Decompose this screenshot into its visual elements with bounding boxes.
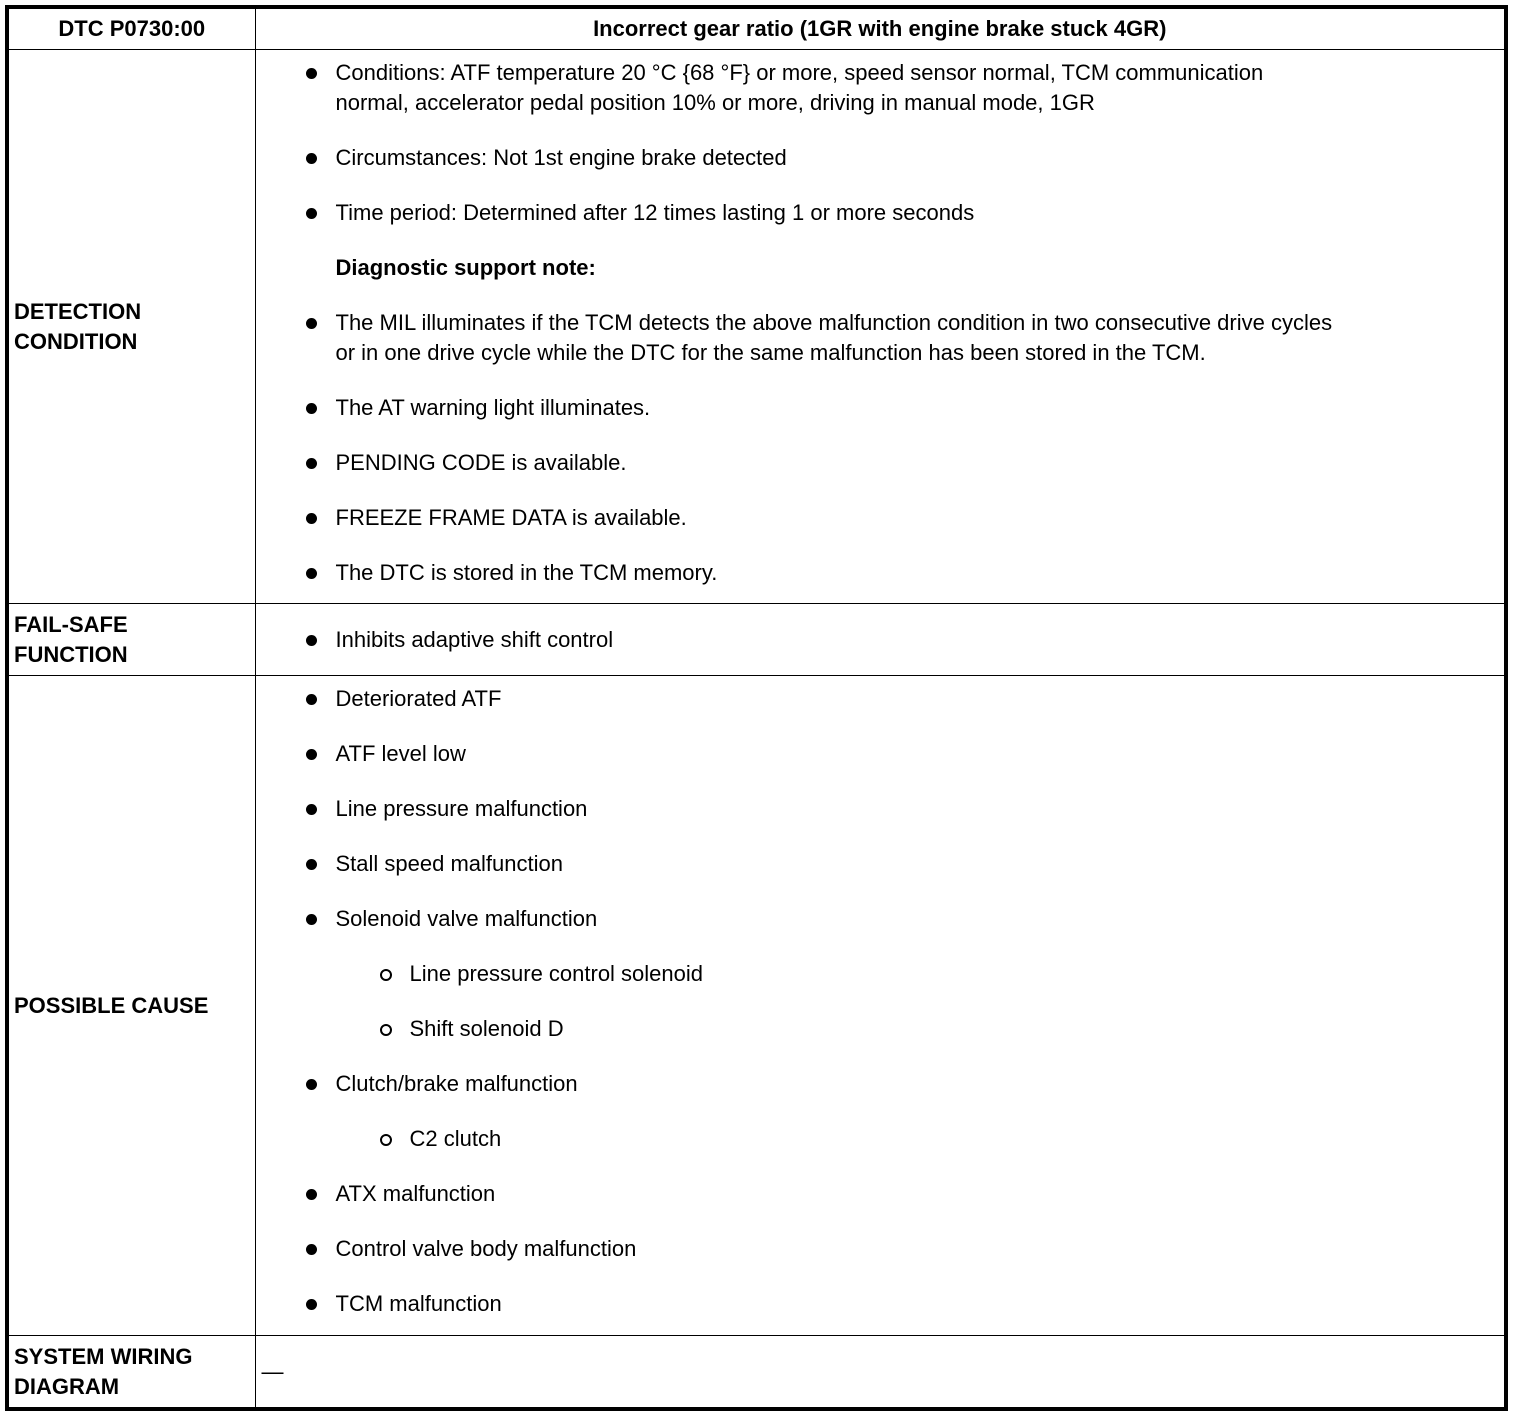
detection-list <box>255 50 1506 604</box>
list-item <box>256 308 1505 368</box>
list-item <box>256 558 1505 588</box>
dtc-code: DTC P0730:00 <box>7 7 255 50</box>
list-item <box>256 739 1505 769</box>
note-heading <box>256 253 1505 283</box>
item-text: C2 clutch <box>409 1126 502 1151</box>
item-text: Shift solenoid D <box>409 1016 564 1041</box>
item-text: PENDING CODE is available. <box>335 450 627 475</box>
dtc-table <box>5 5 1508 1411</box>
item-text: The AT warning light illuminates. <box>335 395 651 420</box>
item-text: Deteriorated ATF <box>335 686 502 711</box>
header-row <box>7 7 1506 50</box>
bullet-icon <box>306 403 317 414</box>
item-text: The MIL illuminates if the TCM detects the above malfunction condition in two consecutive drive cycles <box>335 310 1333 335</box>
item-text: The DTC is stored in the TCM memory. <box>335 560 718 585</box>
bullet-icon <box>306 458 317 469</box>
bullet-icon <box>306 694 317 705</box>
system-wiring-row <box>7 1336 1506 1410</box>
item-text: Control valve body malfunction <box>335 1236 637 1261</box>
list-item <box>256 904 1505 934</box>
item-text: Line pressure malfunction <box>335 796 588 821</box>
fail-safe-row <box>7 604 1506 676</box>
detection-condition-row <box>7 50 1506 604</box>
label-line: FUNCTION <box>14 641 128 667</box>
item-text: Conditions: ATF temperature 20 °C {68 °F} or more, speed sensor normal, TCM communication <box>335 60 1264 85</box>
item-text: TCM malfunction <box>335 1291 502 1316</box>
bullet-icon <box>306 568 317 579</box>
bullet-icon <box>306 859 317 870</box>
item-text: Time period: Determined after 12 times lasting 1 or more seconds <box>335 200 975 225</box>
label-line: FAIL-SAFE <box>14 611 128 637</box>
bullet-icon <box>306 914 317 925</box>
bullet-icon <box>306 1189 317 1200</box>
hollow-bullet-icon <box>380 1024 392 1036</box>
item-text: ATX malfunction <box>335 1181 496 1206</box>
bullet-icon <box>306 208 317 219</box>
list-item <box>256 1289 1505 1319</box>
hollow-bullet-icon <box>380 969 392 981</box>
item-text: Circumstances: Not 1st engine brake detected <box>335 145 787 170</box>
list-item <box>256 959 1505 989</box>
label-line: POSSIBLE CAUSE <box>14 992 209 1018</box>
label-line: CONDITION <box>14 328 138 354</box>
list-item <box>256 1014 1505 1044</box>
label-line: DETECTION <box>14 298 142 324</box>
bullet-icon <box>306 1299 317 1310</box>
dtc-title: Incorrect gear ratio (1GR with engine brake stuck 4GR) <box>255 7 1506 50</box>
item-text: normal, accelerator pedal position 10% or more, driving in manual mode, 1GR <box>335 90 1095 115</box>
item-text: Inhibits adaptive shift control <box>335 626 614 652</box>
bullet-icon <box>306 749 317 760</box>
item-text: or in one drive cycle while the DTC for the same malfunction has been stored in the TCM. <box>335 340 1206 365</box>
item-text: Clutch/brake malfunction <box>335 1071 578 1096</box>
list-item <box>256 684 1505 714</box>
item-text: Solenoid valve malfunction <box>335 906 598 931</box>
row-label <box>7 1336 255 1410</box>
fail-safe-list <box>255 604 1506 676</box>
list-item <box>256 503 1505 533</box>
list-item <box>256 448 1505 478</box>
label-line: DIAGRAM <box>14 1373 120 1399</box>
possible-cause-row <box>7 676 1506 1336</box>
item-text: Stall speed malfunction <box>335 851 563 876</box>
bullet-icon <box>306 513 317 524</box>
row-label <box>7 676 255 1336</box>
item-text: Line pressure control solenoid <box>409 961 704 986</box>
bullet-icon <box>306 804 317 815</box>
hollow-bullet-icon <box>380 1134 392 1146</box>
list-item <box>256 393 1505 423</box>
item-text: ATF level low <box>335 741 466 766</box>
item-text: Diagnostic support note: <box>335 255 596 280</box>
list-item <box>256 849 1505 879</box>
row-label <box>7 50 255 604</box>
list-item <box>256 1179 1505 1209</box>
row-label <box>7 604 255 676</box>
bullet-icon <box>306 318 317 329</box>
item-text: FREEZE FRAME DATA is available. <box>335 505 687 530</box>
wiring-diagram-value: — <box>255 1336 1506 1410</box>
label-line: SYSTEM WIRING <box>14 1343 193 1369</box>
bullet-icon <box>306 1244 317 1255</box>
list-item <box>256 198 1505 228</box>
list-item <box>256 794 1505 824</box>
list-item <box>256 625 1505 655</box>
bullet-icon <box>306 68 317 79</box>
possible-cause-list <box>255 676 1506 1336</box>
bullet-icon <box>306 153 317 164</box>
bullet-icon <box>306 1079 317 1090</box>
list-item <box>256 58 1505 118</box>
bullet-icon <box>306 635 317 646</box>
list-item <box>256 1124 1505 1154</box>
list-item <box>256 1069 1505 1099</box>
list-item <box>256 143 1505 173</box>
list-item <box>256 1234 1505 1264</box>
